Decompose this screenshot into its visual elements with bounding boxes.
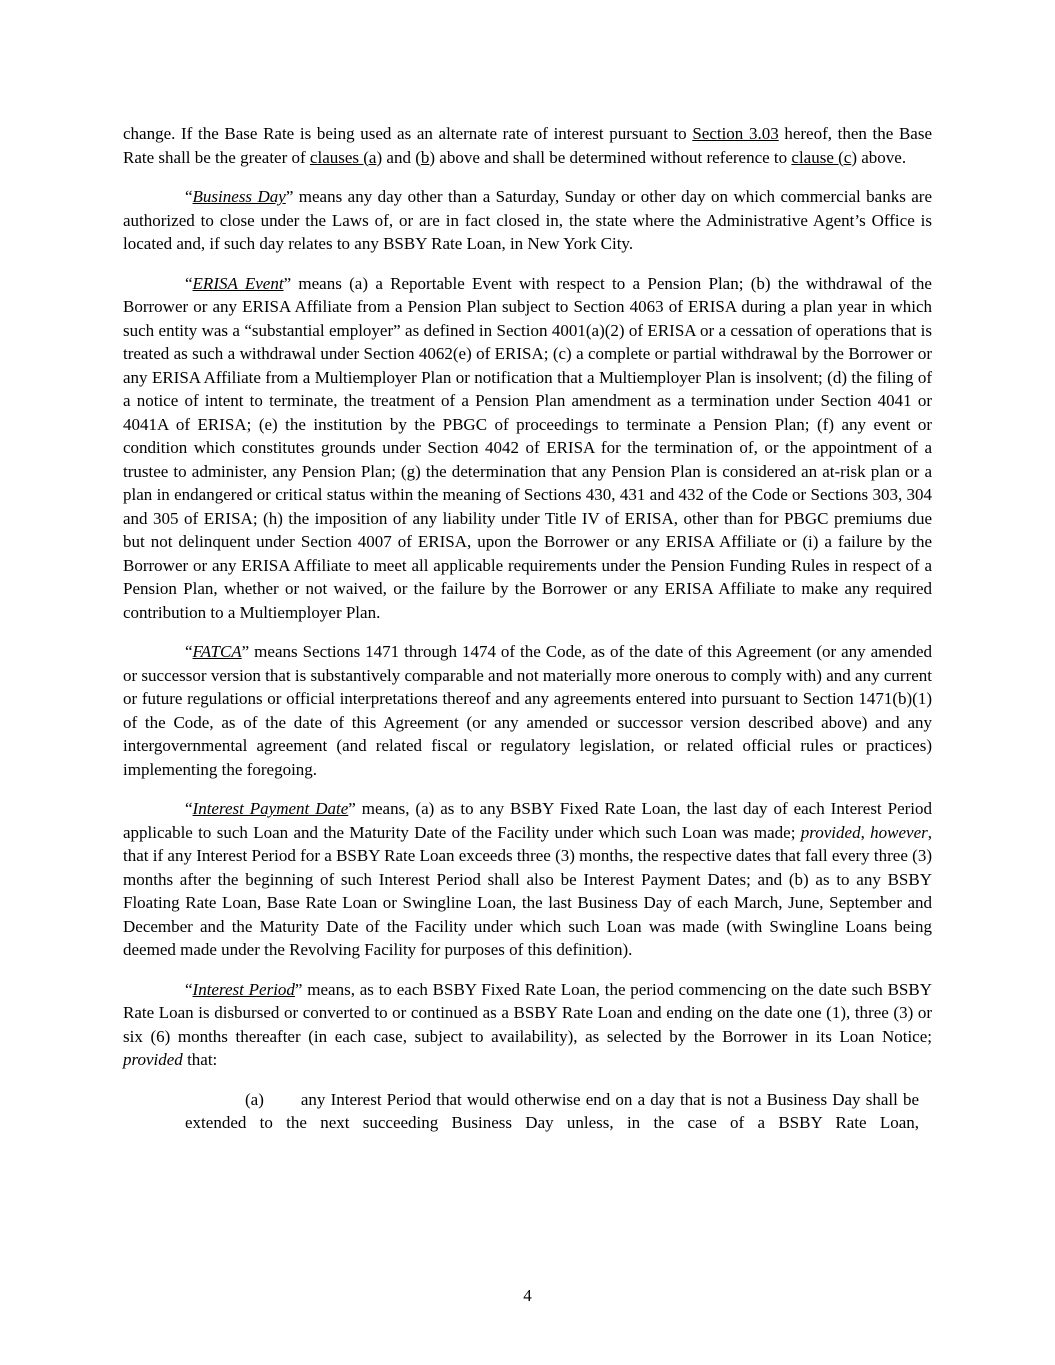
text-run: “ — [185, 979, 193, 999]
document-body — [123, 122, 932, 1151]
text-run: ” means any day other than a Saturday, Sunday or other day on which commercial banks are authorized to close under the Laws of, or are in fact closed in, the state where the Administrative Agent’s Office is located and, if such day relates to any BSBY Rate Loan, in New York City. — [123, 187, 932, 253]
text-run: FATCA — [192, 642, 242, 661]
text-run: (a) — [245, 1089, 264, 1109]
text-run: Interest Payment Date — [192, 799, 349, 818]
text-run: ” means, (a) as to any BSBY Fixed Rate Loan, the last day of each Interest Period applicable to such Loan and the Maturity Date of the Facility under which such Loan was made; — [123, 799, 932, 842]
text-run: Section 3.03 — [692, 124, 779, 143]
text-run: ” means Sections 1471 through 1474 of the Code, as of the date of this Agreement (or any amended or successor version that is substantively comparable and not materially more onerous to comply with) and any current or future regulations or official interpretations thereof and any agreements entered into pursuant to Section 1471(b)(1) of the Code, as of the date of this Agreement (or any amended or successor version described above) and any intergovernmental agreement (and related fiscal or regulatory legislation, or related official rules or practices) implementing the foregoing. — [123, 642, 932, 779]
text-run: ) above and shall be determined without reference to — [429, 147, 792, 167]
text-run: ” means (a) a Reportable Event with respect to a Pension Plan; (b) the withdrawal of the Borrower or any ERISA Affiliate from a Pension Plan subject to Section 4063 of ERISA during a plan year in which such entity was a “substantial employer” as defined in Section 4001(a)(2) of ERISA or a cessation of operations that is treated as such a withdrawal under Section 4062(e) of ERISA; (c) a complete or partial withdrawal by the Borrower or any ERISA Affiliate from a Multiemployer Plan or notification that a Multiemployer Plan is insolvent; (d) the filing of a notice of intent to terminate, the treatment of a Pension Plan amendment as a termination under Section 4041 or 4041A of ERISA; (e) the institution by the PBGC of proceedings to terminate a Pension Plan; (f) any event or condition which constitutes grounds under Section 4042 of ERISA for the termination of, or the appointment of a trustee to administer, any Pension Plan; (g) the determination that any Pension Plan is considered an at-risk plan or a plan in endangered or critical status within the meaning of Sections 430, 431 and 432 of the Code or Sections 303, 304 and 305 of ERISA; (h) the imposition of any liability under Title IV of ERISA, other than for PBGC premiums due but not delinquent under Section 4007 of ERISA, upon the Borrower or any ERISA Affiliate or (i) a failure by the Borrower or any ERISA Affiliate to meet all applicable requirements under the Pension Funding Rules in respect of a Pension Plan, whether or not waived, or the failure by the Borrower or any ERISA Affiliate to make any required contribution to a Multiemployer Plan. — [123, 273, 932, 622]
paragraph — [185, 1088, 919, 1135]
text-run: Interest Period — [192, 979, 295, 999]
text-run: “ — [185, 642, 193, 661]
text-run: “ — [185, 799, 193, 818]
text-run: “ — [185, 187, 193, 206]
text-run: provided — [800, 822, 861, 842]
page-number: 4 — [523, 1286, 532, 1305]
text-run: , — [860, 822, 871, 842]
text-run: provided — [123, 1050, 183, 1069]
text-run: any Interest Period that would otherwise end on a day that is not a Business Day shall be extended to the next succeeding Business Day unless, in the case of a BSBY Rate Loan, — [185, 1089, 919, 1132]
page-footer — [0, 1284, 1055, 1308]
text-run: ) and ( — [376, 147, 421, 167]
text-run: hereof, then the Base Rate shall be the greater of — [123, 124, 932, 167]
text-run: “ — [185, 273, 193, 293]
text-run: that: — [182, 1050, 218, 1069]
paragraph — [123, 797, 932, 962]
text-run: Business Day — [192, 187, 286, 206]
paragraph — [123, 640, 932, 781]
text-run: ” means, as to each BSBY Fixed Rate Loan, the period commencing on the date such BSBY Rate Loan is disbursed or converted to or continued as a BSBY Rate Loan and ending on the date one (1), three (3) or six (6) months thereafter (in each case, subject to availability), as selected by the Borrower in its Loan Notice; — [123, 979, 932, 1046]
text-run: b — [420, 147, 430, 167]
text-run: however — [870, 822, 928, 842]
paragraph — [123, 185, 932, 256]
text-run: change. If the Base Rate is being used as an alternate rate of interest pursuant to — [123, 124, 693, 143]
text-run: ) above. — [851, 147, 907, 167]
paragraph — [123, 122, 932, 169]
text-run: ERISA Event — [192, 273, 284, 293]
text-run: clause (c — [791, 147, 852, 167]
paragraph — [123, 272, 932, 625]
paragraph — [123, 978, 932, 1072]
text-run: clauses (a — [309, 147, 377, 167]
text-run: , that if any Interest Period for a BSBY Rate Loan exceeds three (3) months, the respective dates that fall every three (3) months after the beginning of such Interest Period shall also be Interest Payment Dates; and (b) as to any BSBY Floating Rate Loan, Base Rate Loan or Swingline Loan, the last Business Day of each March, June, September and December and the Maturity Date of the Facility under which such Loan was made (with Swingline Loans being deemed made under the Revolving Facility for purposes of this definition). — [123, 822, 933, 959]
